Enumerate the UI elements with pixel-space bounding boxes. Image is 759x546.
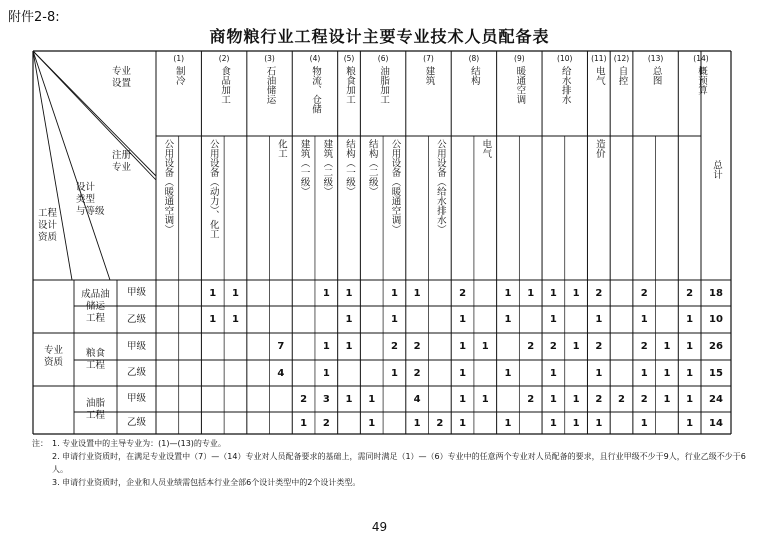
table-cell: 2 bbox=[390, 341, 398, 352]
table-cell: 1 bbox=[549, 417, 557, 429]
registered-specialty-1: 公用设备（暖通空调） bbox=[162, 139, 174, 234]
note-3: 3. 申请行业资质时，企业和人员业绩需包括本行业全部6个设计类型中的2个设计类型。 bbox=[52, 478, 361, 487]
table-cell: 1 bbox=[640, 417, 648, 429]
table-cell: 1 bbox=[663, 341, 671, 352]
grade-label: 甲级 bbox=[126, 287, 146, 298]
notes-heading: 注： bbox=[32, 439, 48, 448]
corner-design-type-grade: 设计 类型 与等级 bbox=[76, 182, 105, 217]
table-cell: 2 bbox=[527, 393, 535, 405]
specialty-number-11: (11) bbox=[591, 54, 607, 63]
table-cell: 1 bbox=[459, 314, 467, 325]
table-cell: 1 bbox=[640, 367, 648, 379]
group-label-2: 粮食 工程 bbox=[85, 347, 105, 371]
specialty-name-12: 自控 bbox=[616, 66, 628, 85]
table-cell: 1 bbox=[345, 341, 353, 352]
table-cell: 2 bbox=[640, 341, 648, 352]
table-cell: 1 bbox=[686, 393, 694, 405]
specialty-name-11: 电气 bbox=[593, 66, 605, 85]
grade-label: 乙级 bbox=[126, 417, 146, 428]
table-cell: 1 bbox=[504, 287, 512, 299]
table-cell: 1 bbox=[481, 341, 489, 352]
table-cell: 1 bbox=[686, 314, 694, 325]
table-cell: 1 bbox=[322, 341, 330, 352]
table-cell: 1 bbox=[640, 314, 648, 325]
group-label-3: 油脂 工程 bbox=[85, 398, 105, 421]
specialty-name-8: 结构 bbox=[468, 66, 480, 85]
table-cell: 1 bbox=[345, 314, 353, 325]
note-2: 2. 申请行业资质时，在满足专业设置中（7）—（14）专业对人员配备要求的基础上，需同时满足（1）—（6）专业中的任意两个专业对人员配备的要求，且行业甲级不少于9人，行业乙级不少于6人。 bbox=[52, 452, 746, 474]
table-cell: 1 bbox=[481, 393, 489, 405]
total-cell: 15 bbox=[709, 367, 723, 379]
table-cell: 1 bbox=[300, 417, 308, 429]
table-cell: 1 bbox=[595, 367, 603, 379]
registered-specialty-15: 电气 bbox=[480, 139, 492, 158]
table-cell: 1 bbox=[413, 287, 421, 299]
specialty-name-7: 建筑 bbox=[423, 66, 435, 85]
specialty-name-4: 物流、仓储 bbox=[309, 66, 321, 114]
grid-line bbox=[33, 51, 110, 280]
corner-specialty-setup: 专业 设置 bbox=[112, 66, 132, 89]
table-cell: 2 bbox=[640, 393, 648, 405]
table-cell: 1 bbox=[686, 367, 694, 379]
registered-specialty-7: 建筑（一级） bbox=[298, 139, 310, 196]
specialty-name-6: 油脂加工 bbox=[378, 66, 390, 104]
table-cell: 3 bbox=[322, 393, 330, 405]
table-cell: 1 bbox=[209, 314, 217, 325]
specialty-number-9: (9) bbox=[514, 54, 525, 63]
specialty-name-9: 暖通空调 bbox=[514, 66, 526, 104]
table-cell: 2 bbox=[595, 341, 603, 352]
corner-qualification: 工程 设计 资质 bbox=[38, 208, 58, 243]
specialty-name-3: 石油储运 bbox=[264, 66, 276, 104]
grade-label: 甲级 bbox=[126, 393, 146, 404]
table-cell: 1 bbox=[459, 393, 467, 405]
registered-specialty-9: 结构（一级） bbox=[344, 139, 356, 196]
grade-label: 甲级 bbox=[126, 340, 146, 352]
table-cell: 1 bbox=[527, 287, 535, 299]
table-cell: 1 bbox=[663, 393, 671, 405]
table-cell: 1 bbox=[504, 367, 512, 379]
table-cell: 1 bbox=[572, 341, 580, 352]
specialty-number-8: (8) bbox=[468, 54, 480, 63]
specialty-number-3: (3) bbox=[264, 54, 275, 63]
table-cell: 1 bbox=[504, 417, 512, 429]
table-cell: 1 bbox=[390, 314, 398, 325]
table-cell: 1 bbox=[595, 417, 603, 429]
attachment-label: 附件2-8: bbox=[8, 10, 60, 25]
notes-section bbox=[32, 437, 752, 489]
table-cell: 1 bbox=[345, 393, 353, 405]
specialty-name-14: 概预算 bbox=[696, 66, 707, 95]
corner-registered-specialty: 注册 专业 bbox=[112, 150, 132, 173]
table-cell: 7 bbox=[277, 341, 285, 352]
table-cell: 1 bbox=[345, 287, 353, 299]
table-cell: 2 bbox=[640, 287, 648, 299]
table-cell: 2 bbox=[413, 367, 421, 379]
table-cell: 1 bbox=[459, 341, 467, 352]
table-cell: 2 bbox=[595, 287, 603, 299]
grade-label: 乙级 bbox=[126, 367, 146, 378]
page-number: 49 bbox=[371, 520, 388, 534]
total-cell: 24 bbox=[709, 393, 723, 405]
table-cell: 2 bbox=[300, 393, 308, 405]
table-cell: 1 bbox=[368, 417, 376, 429]
table-cell: 1 bbox=[572, 287, 580, 299]
table-cell: 1 bbox=[549, 287, 557, 299]
registered-specialty-13: 公用设备（给水排水） bbox=[434, 139, 446, 234]
total-cell: 14 bbox=[709, 417, 723, 429]
specialty-name-13: 总图 bbox=[650, 66, 662, 85]
note-1: 1. 专业设置中的主导专业为：(1)—(13)的专业。 bbox=[52, 439, 226, 448]
specialty-number-6: (6) bbox=[377, 54, 389, 63]
table-cell: 1 bbox=[390, 367, 398, 379]
table-cell: 4 bbox=[413, 393, 421, 405]
table-cell: 1 bbox=[413, 417, 421, 429]
grade-label: 乙级 bbox=[126, 313, 146, 325]
table-cell: 2 bbox=[686, 287, 694, 299]
table-cell: 1 bbox=[459, 367, 467, 379]
specialty-name-1: 制冷 bbox=[173, 66, 185, 85]
group-label-1: 成品油 储运 工程 bbox=[81, 288, 110, 324]
specialty-name-5: 粮食加工 bbox=[344, 66, 356, 104]
specialty-name-2: 食品加工 bbox=[219, 66, 231, 104]
table-cell: 1 bbox=[549, 314, 557, 325]
table-cell: 2 bbox=[527, 341, 535, 352]
table-cell: 1 bbox=[549, 367, 557, 379]
table-cell: 1 bbox=[686, 417, 694, 429]
registered-specialty-6: 化工 bbox=[275, 139, 287, 158]
total-cell: 26 bbox=[709, 341, 723, 352]
table-cell: 2 bbox=[413, 341, 421, 352]
specialty-number-5: (5) bbox=[343, 54, 355, 63]
table-cell: 2 bbox=[459, 287, 467, 299]
registered-specialty-20: 造价 bbox=[593, 139, 605, 158]
specialty-number-1: (1) bbox=[173, 54, 185, 63]
table-cell: 1 bbox=[209, 287, 217, 299]
table-cell: 1 bbox=[322, 287, 330, 299]
registered-specialty-10: 结构（二级） bbox=[366, 139, 378, 196]
specialty-number-10: (10) bbox=[557, 54, 573, 63]
specialty-number-13: (13) bbox=[647, 54, 664, 63]
table-cell: 1 bbox=[459, 417, 467, 429]
registered-specialty-3: 公用设备（动力）、化工 bbox=[207, 139, 219, 239]
table-cell: 1 bbox=[504, 314, 512, 325]
table-cell: 2 bbox=[618, 393, 625, 405]
page-title: 商物粮行业工程设计主要专业技术人员配备表 bbox=[209, 27, 550, 46]
table-cell: 1 bbox=[686, 341, 694, 352]
table-cell: 2 bbox=[549, 341, 557, 352]
table-cell: 1 bbox=[595, 314, 603, 325]
table-cell: 2 bbox=[436, 417, 444, 429]
specialty-number-4: (4) bbox=[309, 54, 321, 63]
table-cell: 1 bbox=[322, 367, 330, 379]
registered-specialty-8: 建筑（二级） bbox=[321, 139, 333, 196]
registered-specialty-11: 公用设备（暖通空调） bbox=[389, 139, 401, 234]
table-cell: 4 bbox=[277, 367, 285, 379]
total-header: 总计 bbox=[711, 160, 722, 179]
specialty-name-10: 给水排水 bbox=[559, 66, 571, 104]
specialty-number-2: (2) bbox=[218, 54, 230, 63]
qualification-label: 专业 资质 bbox=[43, 345, 63, 368]
specialty-number-12: (12) bbox=[613, 54, 630, 63]
specialty-number-7: (7) bbox=[423, 54, 434, 63]
table-cell: 1 bbox=[572, 393, 580, 405]
table-cell: 2 bbox=[322, 417, 330, 429]
total-cell: 10 bbox=[709, 314, 723, 325]
table-cell: 2 bbox=[595, 393, 603, 405]
table-cell: 1 bbox=[390, 287, 398, 299]
total-cell: 18 bbox=[709, 287, 723, 299]
table-cell: 1 bbox=[368, 393, 376, 405]
specialty-number-14: (14) bbox=[693, 54, 709, 63]
table-cell: 1 bbox=[231, 314, 239, 325]
table-cell: 1 bbox=[572, 417, 580, 429]
table-cell: 1 bbox=[231, 287, 239, 299]
table-cell: 1 bbox=[549, 393, 557, 405]
table-cell: 1 bbox=[663, 367, 671, 379]
